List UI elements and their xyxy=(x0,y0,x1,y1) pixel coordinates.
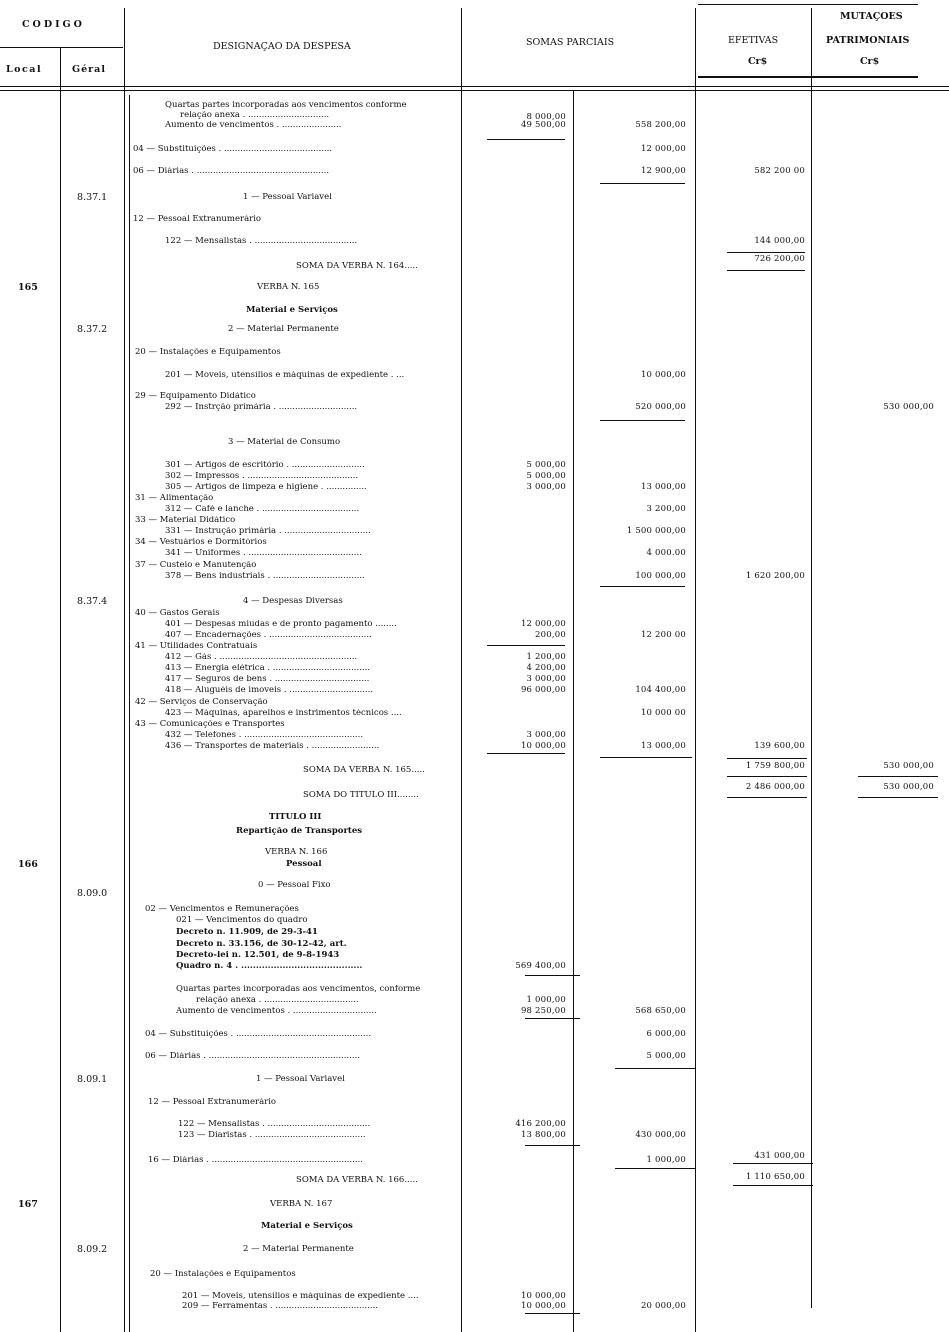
underline xyxy=(727,270,805,271)
underline xyxy=(525,1145,580,1146)
expense-description: Pessoal xyxy=(286,860,322,869)
efetivas-unit: Cr$ xyxy=(748,56,768,67)
partial-sum: 104 400,00 xyxy=(635,685,686,695)
expense-description: 123 — Diaristas . ......................................... xyxy=(178,1131,366,1140)
partial-sum: 1 000,00 xyxy=(526,995,566,1005)
expense-description: 2 — Material Permanente xyxy=(243,1245,354,1254)
expense-description: 12 — Pessoal Extranumerário xyxy=(148,1098,277,1107)
partial-sum: 5 000,00 xyxy=(526,460,566,470)
expense-description: VERBA N. 166 xyxy=(265,848,328,857)
partial-sum: 10 000,00 xyxy=(520,1301,566,1311)
patrimonial-amount: 530 000,00 xyxy=(883,402,934,412)
partial-sum: 430 000,00 xyxy=(635,1130,686,1140)
partial-sum: 20 000,00 xyxy=(640,1301,686,1311)
underline xyxy=(727,758,807,759)
expense-description: 436 — Transportes de materiais . ......................... xyxy=(165,742,380,751)
expense-description: Decreto n. 33.156, de 30-12-42, art. xyxy=(176,940,347,949)
expense-description: 301 — Artigos de escritório . ........................... xyxy=(165,461,365,470)
underline xyxy=(615,1068,695,1069)
partial-sum: 10 000,00 xyxy=(640,370,686,380)
col-rule-designacao xyxy=(461,8,462,1332)
expense-description: 0 — Pessoal Fixo xyxy=(258,881,331,890)
effective-amount: 139 600,00 xyxy=(754,741,805,751)
underline xyxy=(615,1168,695,1169)
expense-description: 20 — Instalações e Equipamentos xyxy=(135,348,281,357)
expense-description: 20 — Instalações e Equipamentos xyxy=(150,1270,296,1279)
expense-description: 1 — Pessoal Variavel xyxy=(256,1075,345,1084)
partial-sum: 1 000,00 xyxy=(646,1155,686,1165)
effective-amount: 1 620 200,00 xyxy=(745,571,805,581)
underline xyxy=(600,420,685,421)
partial-sum: 10 000,00 xyxy=(520,1291,566,1301)
expense-description: 423 — Máquinas, aparelhos e instrimentos técnicos .... xyxy=(165,709,402,718)
geral-code: 8.37.4 xyxy=(77,596,108,607)
expense-description: 34 — Vestuários e Dormitórios xyxy=(135,538,267,547)
expense-description: relação anexa . ................................... xyxy=(196,996,359,1005)
geral-code: 8.37.1 xyxy=(77,192,108,203)
expense-description: 3 — Material de Consumo xyxy=(228,438,341,447)
expense-description: SOMA DA VERBA N. 166..... xyxy=(296,1176,418,1185)
underline xyxy=(525,975,580,976)
patrimonial-amount: 530 000,00 xyxy=(883,782,934,792)
expense-description: 02 — Vencimentos e Remunerações xyxy=(145,905,299,914)
expense-description: 06 — Diárias . ................................................. xyxy=(133,167,330,176)
expense-description: 292 — Instrção primária . ............................. xyxy=(165,403,358,412)
underline xyxy=(858,797,938,798)
expense-description: 42 — Serviços de Conservação xyxy=(135,698,268,707)
col-rule-local xyxy=(60,47,61,1332)
geral-code: 8.09.0 xyxy=(77,888,108,899)
local-code: 167 xyxy=(18,1199,38,1210)
expense-description: 43 — Comunicações e Transportes xyxy=(135,720,285,729)
local-code: 165 xyxy=(18,282,38,293)
codigo-rule xyxy=(0,47,123,48)
expense-description: Repartição de Transportes xyxy=(236,827,363,836)
underline xyxy=(727,252,805,253)
codigo-heading: CODIGO xyxy=(22,19,85,30)
underline xyxy=(487,139,565,140)
partial-sum: 558 200,00 xyxy=(635,120,686,130)
partial-sum: 416 200,00 xyxy=(515,1119,566,1129)
expense-description: 31 — Alimentação xyxy=(135,494,214,503)
partial-sum: 13 000,00 xyxy=(640,741,686,751)
col-rule-inner-designacao xyxy=(129,95,130,1332)
underline xyxy=(727,797,807,798)
effective-amount: 144 000,00 xyxy=(754,236,805,246)
partial-sum: 10 000 00 xyxy=(640,708,686,718)
expense-description: 302 — Impressos . ......................................... xyxy=(165,472,359,481)
underline xyxy=(858,776,938,777)
underline xyxy=(487,645,565,646)
expense-description: 06 — Diárias . ........................................................ xyxy=(145,1052,360,1061)
expense-description: 341 — Uniformes . .......................................... xyxy=(165,549,362,558)
partial-sum: 12 000,00 xyxy=(520,619,566,629)
expense-description: 432 — Telefones . ............................................ xyxy=(165,731,364,740)
expense-description: Aumento de vencimentos . ............................... xyxy=(176,1007,377,1016)
expense-description: 16 — Diárias . ........................................................ xyxy=(148,1156,363,1165)
expense-description: Quartas partes incorporadas aos vencimentos conforme xyxy=(165,101,407,110)
expense-description: 04 — Substituições . ........................................ xyxy=(133,145,333,154)
effective-amount: 726 200,00 xyxy=(754,254,805,264)
partial-sum: 520 000,00 xyxy=(635,402,686,412)
expense-description: 40 — Gastos Gerais xyxy=(135,609,220,618)
expense-description: 122 — Mensalistas . ...................................... xyxy=(165,237,358,246)
expense-description: relação anexa . .............................. xyxy=(180,111,330,120)
expense-description: Material e Serviços xyxy=(261,1222,353,1231)
expense-description: 407 — Encadernações . ...................................... xyxy=(165,631,372,640)
expense-description: 412 — Gás . ................................................... xyxy=(165,653,358,662)
partial-sum: 3 000,00 xyxy=(526,674,566,684)
efetivas-heading: EFETIVAS xyxy=(728,35,779,46)
partial-sum: 6 000,00 xyxy=(646,1029,686,1039)
local-heading: Local xyxy=(6,64,43,75)
geral-code: 8.37.2 xyxy=(77,324,108,335)
expense-description: 417 — Seguros de bens . ................................... xyxy=(165,675,370,684)
partial-sum: 12 000,00 xyxy=(640,144,686,154)
expense-description: Aumento de vencimentos . ...................... xyxy=(165,121,342,130)
expense-description: 201 — Moveis, utensílios e máquinas de expediente . ... xyxy=(165,371,405,380)
expense-description: 33 — Material Didático xyxy=(135,516,236,525)
effective-amount: 582 200 00 xyxy=(754,166,805,176)
underline xyxy=(487,753,565,754)
expense-description: Quadro n. 4 . ......................................... xyxy=(176,962,363,971)
expense-description: 201 — Moveis, utensílios e máquinas de expediente .... xyxy=(182,1292,419,1301)
expense-description: 29 — Equipamento Didático xyxy=(135,392,256,401)
partial-sum: 3 000,00 xyxy=(526,482,566,492)
somas-heading: SOMAS PARCIAIS xyxy=(526,37,615,48)
expense-description: 331 — Instrução primária . ................................ xyxy=(165,527,371,536)
header-bottom-rule xyxy=(0,86,949,87)
expense-description: 413 — Energia elétrica . .................................... xyxy=(165,664,371,673)
expense-description: 1 — Pessoal Variavel xyxy=(243,193,332,202)
effective-amount: 1 110 650,00 xyxy=(745,1172,805,1182)
geral-code: 8.09.2 xyxy=(77,1244,108,1255)
expense-description: Decreto n. 11.909, de 29-3-41 xyxy=(176,928,318,937)
partial-sum: 10 000,00 xyxy=(520,741,566,751)
expense-description: SOMA DO TITULO III........ xyxy=(303,791,419,800)
underline xyxy=(733,1163,813,1164)
expense-description: 12 — Pessoal Extranumerário xyxy=(133,215,262,224)
expense-description: 305 — Artigos de limpeza e higiene . ............... xyxy=(165,483,367,492)
underline xyxy=(733,1185,813,1186)
partial-sum: 4 000.00 xyxy=(646,548,686,558)
effective-amount: 431 000,00 xyxy=(754,1151,805,1161)
effective-amount: 2 486 000,00 xyxy=(745,782,805,792)
geral-heading: Géral xyxy=(72,64,106,75)
geral-code: 8.09.1 xyxy=(77,1074,108,1085)
expense-description: 378 — Bens industriais . .................................. xyxy=(165,572,365,581)
partial-sum: 1 500 000,00 xyxy=(626,526,686,536)
partial-sum: 3 200,00 xyxy=(646,504,686,514)
local-code: 166 xyxy=(18,859,38,870)
mutacoes-heading-2: PATRIMONIAIS xyxy=(826,35,910,46)
col-rule-efetivas xyxy=(811,8,812,1308)
underline xyxy=(727,776,807,777)
expense-description: Decreto-lei n. 12.501, de 9-8-1943 xyxy=(176,951,340,960)
mutacoes-heading-1: MUTAÇOES xyxy=(840,11,903,22)
col-rule-geral xyxy=(124,8,125,1332)
effective-amount: 1 759 800,00 xyxy=(745,761,805,771)
expense-description: 209 — Ferramentas . ...................................... xyxy=(182,1302,378,1311)
underline xyxy=(600,757,692,758)
underline xyxy=(525,1313,580,1314)
partial-sum: 5 000,00 xyxy=(646,1051,686,1061)
expense-description: VERBA N. 165 xyxy=(257,283,320,292)
partial-sum: 4 200,00 xyxy=(526,663,566,673)
partial-sum: 200,00 xyxy=(535,630,566,640)
col-rule-somas xyxy=(695,8,696,1332)
expense-description: 401 — Despesas miudas e de pronto pagamento ........ xyxy=(165,620,397,629)
partial-sum: 1 200,00 xyxy=(526,652,566,662)
partial-sum: 98 250,00 xyxy=(520,1006,566,1016)
underline xyxy=(525,1018,580,1019)
underline xyxy=(600,586,685,587)
expense-description: 418 — Aluguéis de imoveis . ............................... xyxy=(165,686,374,695)
expense-description: 04 — Substituições . .................................................. xyxy=(145,1030,372,1039)
partial-sum: 12 900,00 xyxy=(640,166,686,176)
partial-sum: 5 000,00 xyxy=(526,471,566,481)
expense-description: 4 — Despesas Diversas xyxy=(243,597,343,606)
partial-sum: 3 000,00 xyxy=(526,730,566,740)
partial-sum: 569 400,00 xyxy=(515,961,566,971)
expense-description: VERBA N. 167 xyxy=(270,1200,333,1209)
partial-sum: 96 000,00 xyxy=(520,685,566,695)
expense-description: 41 — Utilidades Contratuais xyxy=(135,642,258,651)
partial-sum: 13 000,00 xyxy=(640,482,686,492)
header-bottom-rule-2 xyxy=(0,90,949,91)
efetivas-rule xyxy=(698,76,918,78)
header-top-rule xyxy=(698,4,918,5)
expense-description: 37 — Custeio e Manutenção xyxy=(135,561,257,570)
expense-description: 021 — Vencimentos do quadro xyxy=(176,916,308,925)
partial-sum: 12 200 00 xyxy=(640,630,686,640)
partial-sum: 8 000,00 xyxy=(526,112,566,122)
expense-description: Quartas partes incorporadas aos vencimentos, conforme xyxy=(176,985,421,994)
partial-sum: 100 000,00 xyxy=(635,571,686,581)
mutacoes-unit: Cr$ xyxy=(860,56,880,67)
partial-sum: 13 800,00 xyxy=(520,1130,566,1140)
expense-description: SOMA DA VERBA N. 164..... xyxy=(296,262,418,271)
expense-description: 2 — Material Permanente xyxy=(228,325,339,334)
expense-description: 312 — Café e lanche . .................................... xyxy=(165,505,360,514)
designacao-heading: DESIGNAÇAO DA DESPESA xyxy=(213,41,351,52)
underline xyxy=(600,183,685,184)
expense-description: TITULO III xyxy=(269,813,322,822)
partial-sum: 49 500,00 xyxy=(520,120,566,130)
expense-description: SOMA DA VERBA N. 165..... xyxy=(303,766,425,775)
partial-sum: 568 650,00 xyxy=(635,1006,686,1016)
expense-description: Material e Serviços xyxy=(246,306,338,315)
expense-description: 122 — Mensalistas . ...................................... xyxy=(178,1120,371,1129)
patrimonial-amount: 530 000,00 xyxy=(883,761,934,771)
